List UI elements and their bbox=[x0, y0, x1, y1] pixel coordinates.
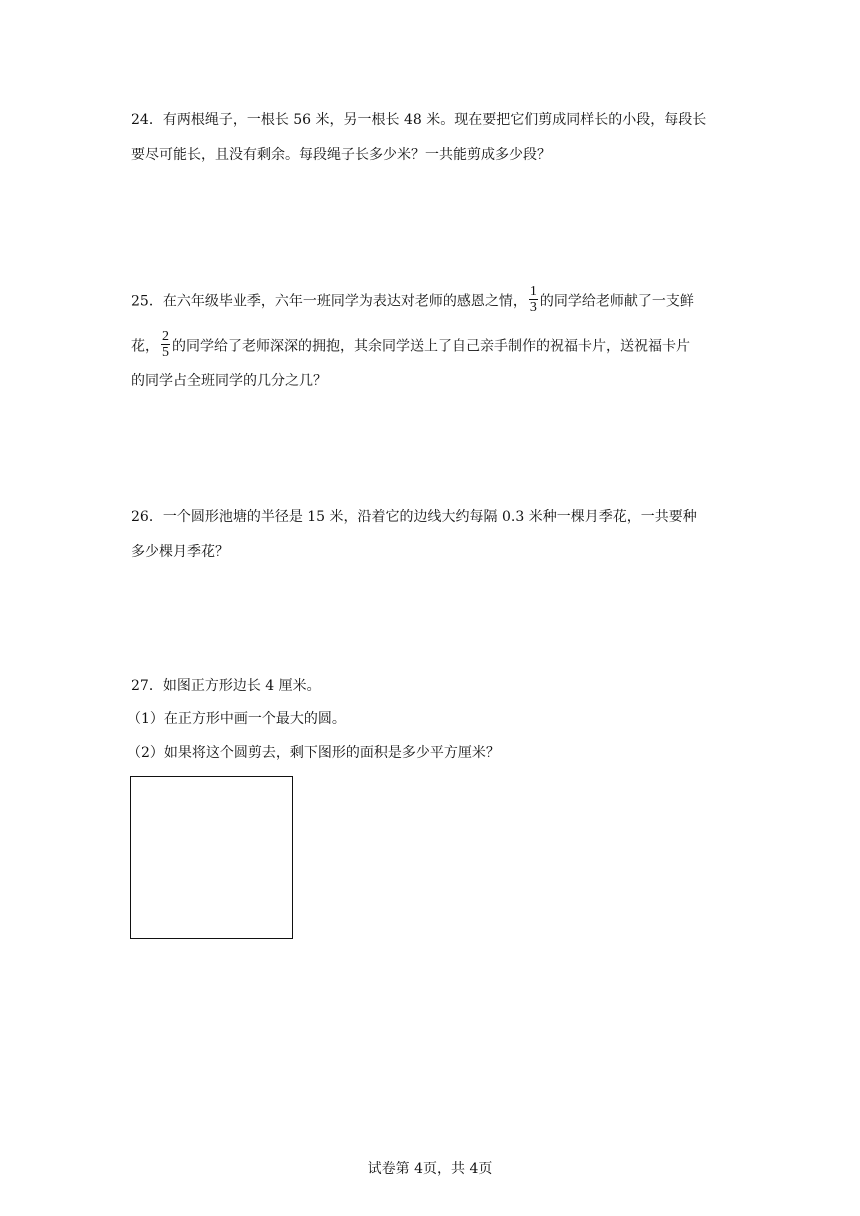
q26-line2: 多少棵月季花？ bbox=[131, 544, 229, 560]
q24-line2: 要尽可能长，且没有剩余。每段绳子长多少米？一共能剪成多少段？ bbox=[131, 147, 551, 163]
fraction-one-third bbox=[529, 284, 538, 315]
q25-line2-text-a: 花， bbox=[131, 338, 159, 355]
q25-line1 bbox=[131, 286, 694, 317]
fraction-denominator: 5 bbox=[162, 345, 169, 360]
q25-line2 bbox=[131, 331, 690, 362]
fraction-numerator: 2 bbox=[162, 329, 169, 344]
fraction-numerator: 1 bbox=[529, 284, 537, 299]
q27-part2: （2）如果将这个圆剪去，剩下图形的面积是多少平方厘米？ bbox=[127, 745, 500, 761]
fraction-two-fifths bbox=[161, 329, 170, 360]
q27-line1: 27．如图正方形边长 4 厘米。 bbox=[131, 678, 321, 694]
q25-line2-text-b: 的同学给了老师深深的拥抱，其余同学送上了自己亲手制作的祝福卡片，送祝福卡片 bbox=[172, 338, 690, 355]
page-footer: 试卷第 4页，共 4页 bbox=[367, 1161, 493, 1177]
square-figure bbox=[130, 776, 293, 939]
q25-line3: 的同学占全班同学的几分之几？ bbox=[131, 373, 327, 389]
fraction-denominator: 3 bbox=[529, 300, 537, 315]
q24-line1: 24．有两根绳子，一根长 56 米，另一根长 48 米。现在要把它们剪成同样长的小段，每段长 bbox=[131, 112, 707, 128]
q25-line1-text-a: 25．在六年级毕业季，六年一班同学为表达对老师的感恩之情， bbox=[131, 293, 527, 310]
q26-line1: 26．一个圆形池塘的半径是 15 米，沿着它的边线大约每隔 0.3 米种一棵月季花，一共要种 bbox=[131, 509, 697, 525]
q25-line1-text-b: 的同学给老师献了一支鲜 bbox=[539, 293, 694, 310]
q27-part1: （1）在正方形中画一个最大的圆。 bbox=[127, 711, 346, 727]
